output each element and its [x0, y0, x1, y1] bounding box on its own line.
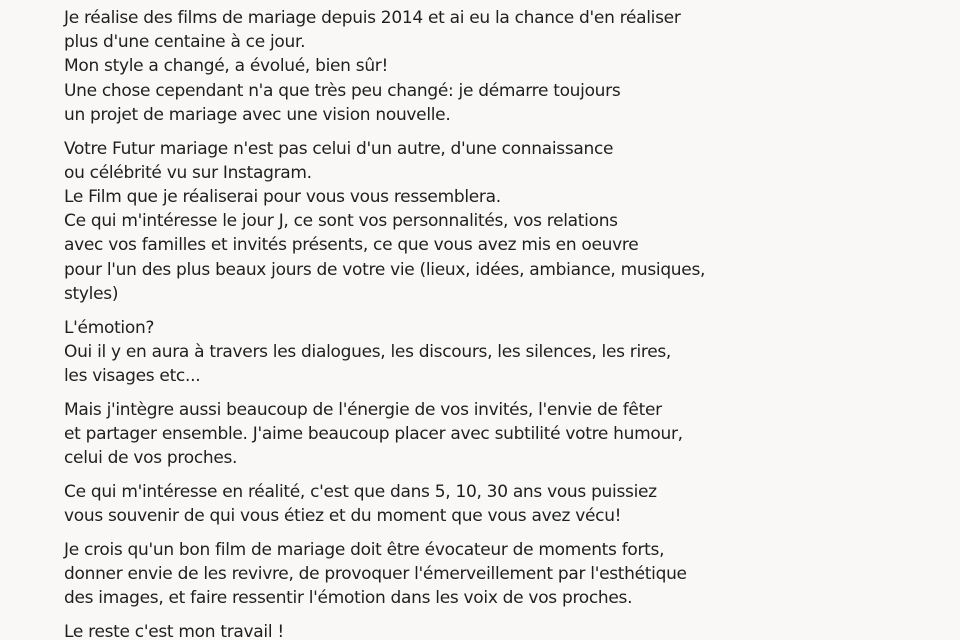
text-line: pour l'un des plus beaux jours de votre vie (lieux, idées, ambiance, musiques,: [64, 259, 706, 280]
paragraph-emotion: [64, 316, 960, 389]
text-line: un projet de mariage avec une vision nouvelle.: [64, 104, 451, 125]
paragraph-closing: [64, 620, 960, 640]
paragraph-vision: [64, 137, 960, 306]
text-line: vous souvenir de qui vous étiez et du moment que vous avez vécu!: [64, 506, 622, 527]
text-line: Je crois qu'un bon film de mariage doit être évocateur de moments forts,: [64, 540, 665, 561]
text-line: L'émotion?: [64, 317, 155, 338]
paragraph-memories: [64, 480, 960, 528]
text-line: ou célébrité vu sur Instagram.: [64, 162, 312, 183]
text-line: et partager ensemble. J'aime beaucoup placer avec subtilité votre humour,: [64, 424, 683, 445]
text-line: Une chose cependant n'a que très peu changé: je démarre toujours: [64, 80, 621, 101]
text-line: plus d'une centaine à ce jour.: [64, 32, 306, 53]
text-line: celui de vos proches.: [64, 448, 238, 469]
paragraph-belief: [64, 538, 960, 611]
text-line: Je réalise des films de mariage depuis 2014 et ai eu la chance d'en réaliser: [64, 8, 681, 28]
text-line: Le reste c'est mon travail !: [64, 622, 284, 640]
text-line: Le Film que je réaliserai pour vous vous ressemblera.: [64, 187, 501, 208]
text-line: Oui il y en aura à travers les dialogues, les discours, les silences, les rires,: [64, 341, 672, 362]
text-line: Votre Futur mariage n'est pas celui d'un autre, d'une connaissance: [64, 138, 614, 159]
text-line: Ce qui m'intéresse en réalité, c'est que dans 5, 10, 30 ans vous puissiez: [64, 482, 657, 503]
paragraph-intro: [64, 6, 960, 127]
text-line: Mais j'intègre aussi beaucoup de l'énergie de vos invités, l'envie de fêter: [64, 399, 662, 420]
text-line: avec vos familles et invités présents, ce que vous avez mis en oeuvre: [64, 235, 639, 256]
text-line: styles): [64, 283, 119, 304]
text-line: Mon style a changé, a évolué, bien sûr!: [64, 56, 389, 77]
text-line: donner envie de les revivre, de provoquer l'émerveillement par l'esthétique: [64, 564, 687, 585]
text-line: Ce qui m'intéresse le jour J, ce sont vos personnalités, vos relations: [64, 211, 618, 232]
text-line: les visages etc...: [64, 366, 201, 387]
paragraph-energy: [64, 398, 960, 471]
text-line: des images, et faire ressentir l'émotion dans les voix de vos proches.: [64, 588, 633, 609]
